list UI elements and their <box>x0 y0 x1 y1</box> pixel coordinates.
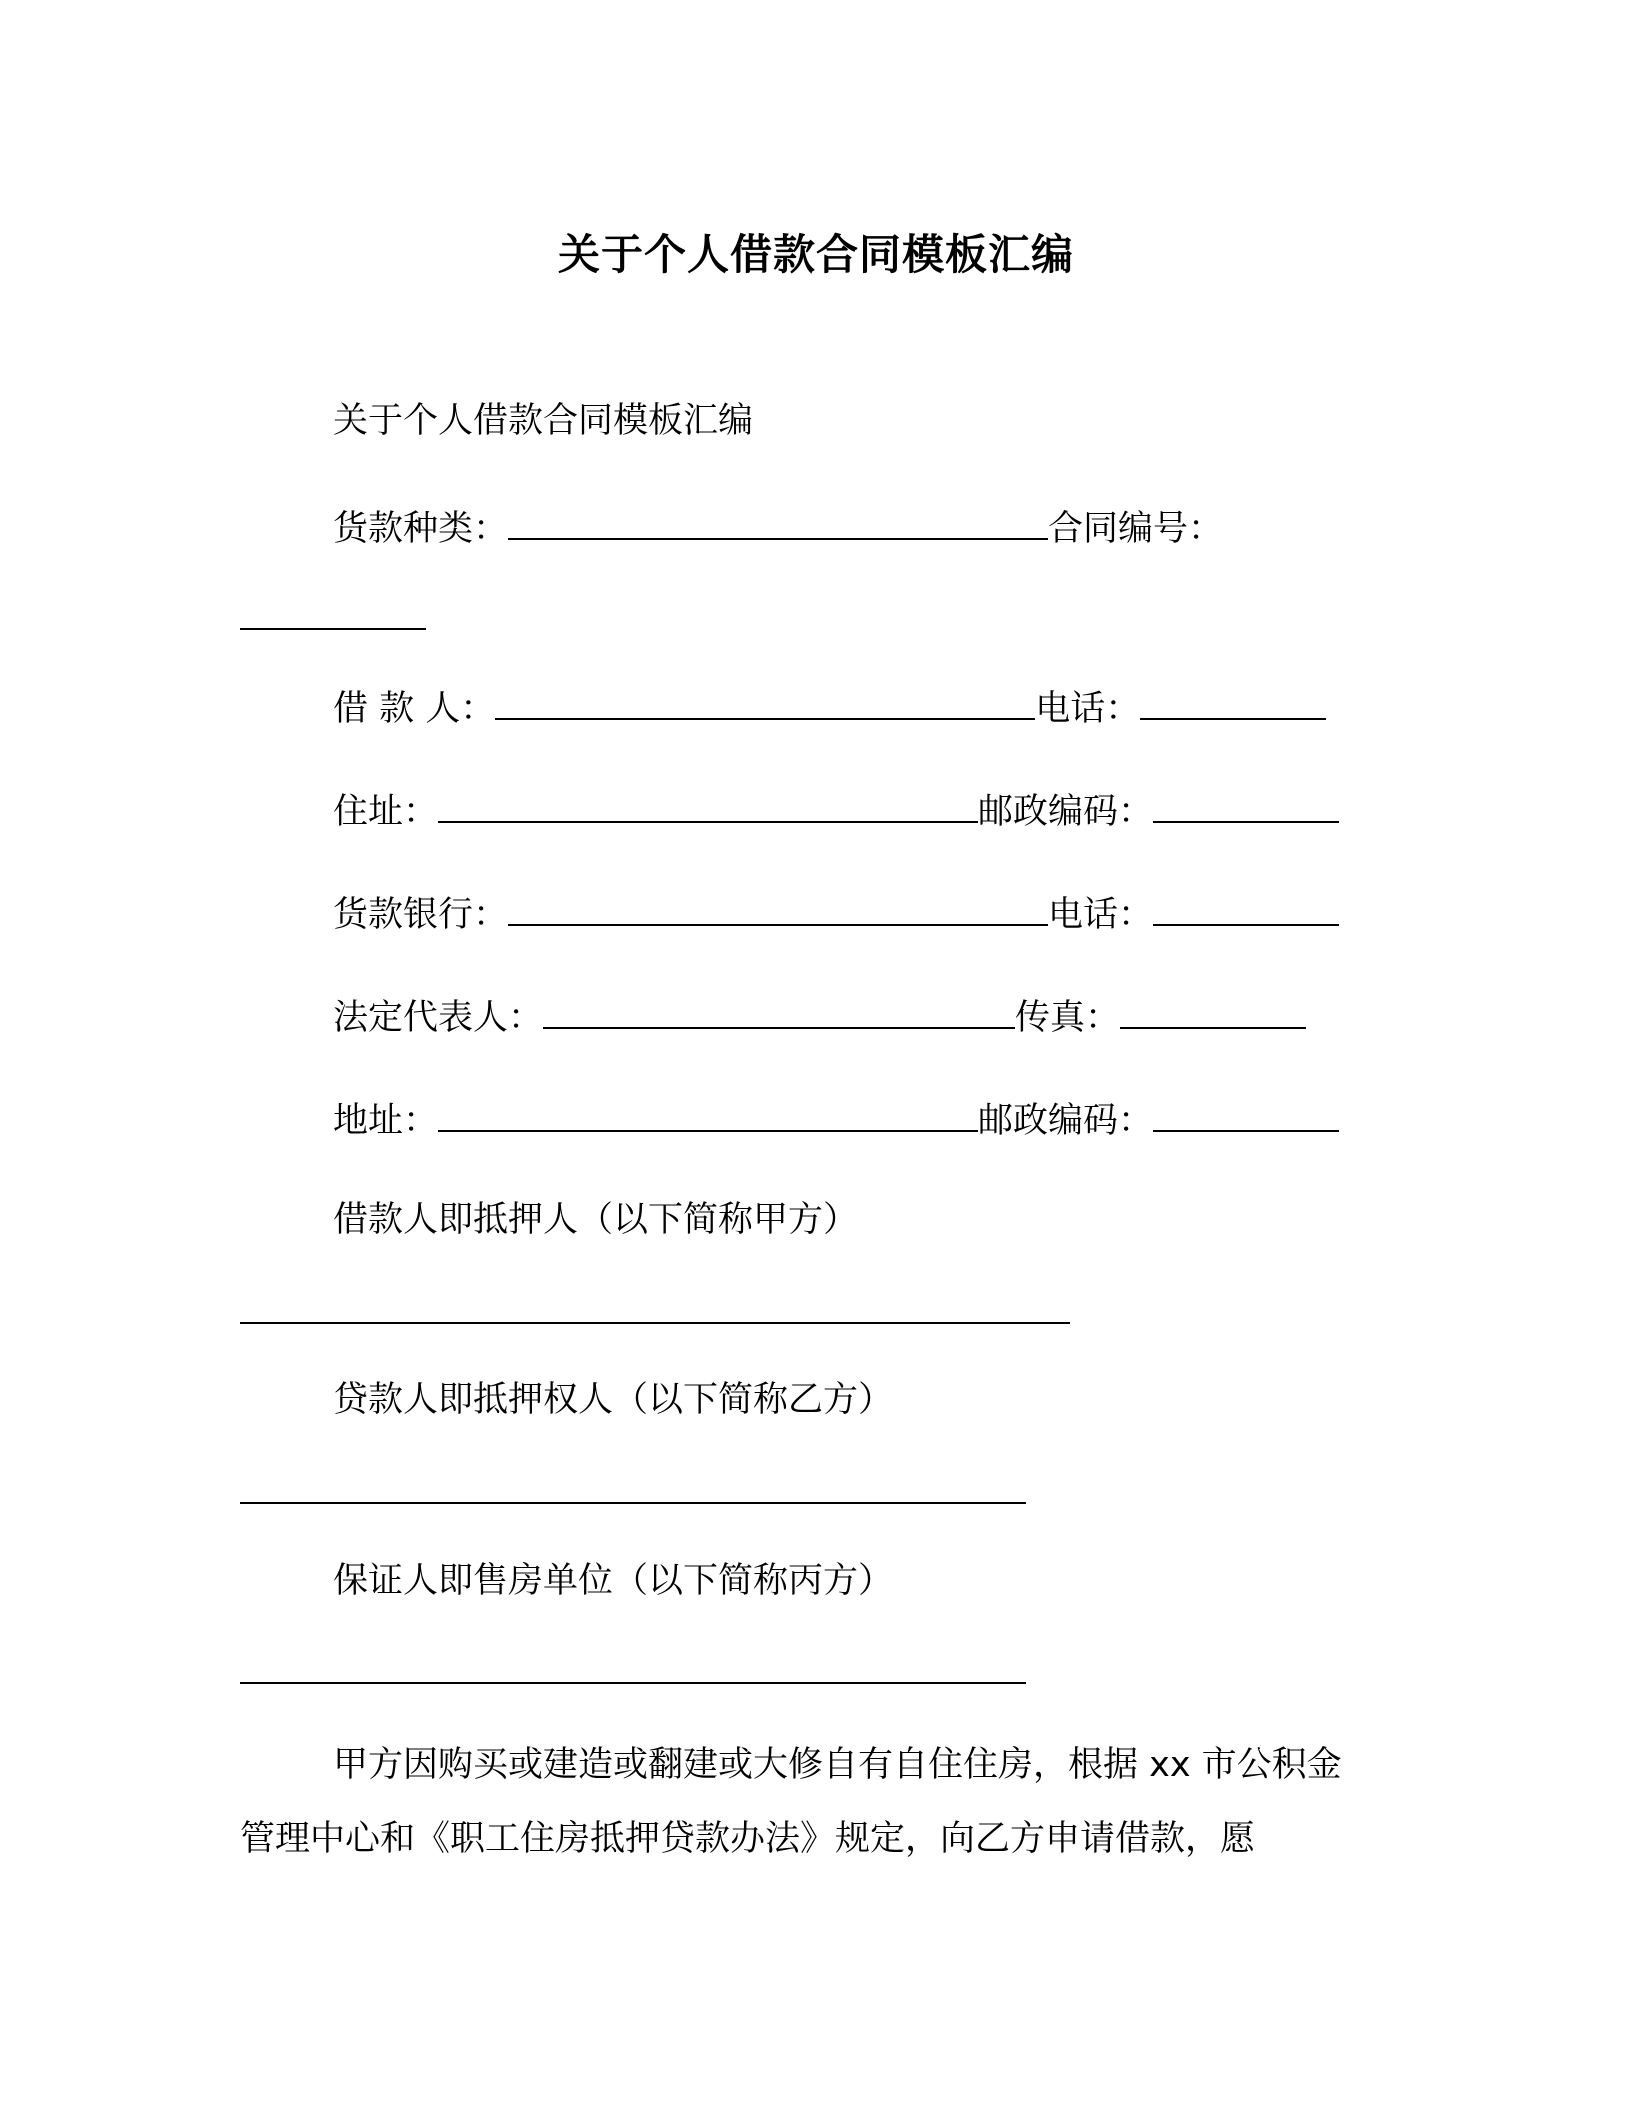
bank-phone-field[interactable] <box>1153 894 1339 926</box>
address-field[interactable] <box>438 791 978 823</box>
party-a-label: 借款人即抵押人（以下简称甲方） <box>333 1200 859 1240</box>
document-subtitle: 关于个人借款合同模板汇编 <box>333 401 754 441</box>
borrower-row <box>333 688 1326 727</box>
loan-type-row <box>333 508 1223 547</box>
postcode-field[interactable] <box>1153 791 1339 823</box>
borrower-label: 借 款 人： <box>333 689 496 729</box>
contract-no-label: 合同编号： <box>1048 509 1224 549</box>
loan-type-label: 货款种类： <box>333 509 509 549</box>
legal-rep-field[interactable] <box>543 997 1015 1029</box>
bank-postcode-label: 邮政编码： <box>978 1101 1154 1141</box>
party-a-field[interactable] <box>240 1322 1070 1324</box>
fax-label: 传真： <box>1015 998 1121 1038</box>
bank-address-field[interactable] <box>438 1100 978 1132</box>
borrower-field[interactable] <box>495 688 1035 720</box>
legal-rep-row <box>333 997 1306 1036</box>
bank-address-label: 地址： <box>333 1101 439 1141</box>
loan-type-field[interactable] <box>508 508 1048 540</box>
address-row-1 <box>333 791 1339 830</box>
party-c-label: 保证人即售房单位（以下简称丙方） <box>333 1561 894 1601</box>
fax-field[interactable] <box>1120 997 1306 1029</box>
address-row-2 <box>333 1100 1339 1139</box>
party-b-field[interactable] <box>240 1502 1026 1504</box>
borrower-phone-field[interactable] <box>1140 688 1326 720</box>
party-b-label: 贷款人即抵押权人（以下简称乙方） <box>333 1380 894 1420</box>
postcode-label: 邮政编码： <box>978 792 1154 832</box>
bank-field[interactable] <box>508 894 1048 926</box>
legal-rep-label: 法定代表人： <box>333 998 544 1038</box>
contract-no-field[interactable] <box>240 628 426 630</box>
address-label: 住址： <box>333 792 439 832</box>
bank-phone-label: 电话： <box>1048 895 1154 935</box>
party-c-field[interactable] <box>240 1682 1026 1684</box>
borrower-phone-label: 电话： <box>1035 689 1141 729</box>
document-title: 关于个人借款合同模板汇编 <box>557 230 1074 279</box>
bank-row <box>333 894 1339 933</box>
bank-label: 货款银行： <box>333 895 509 935</box>
bank-postcode-field[interactable] <box>1153 1100 1339 1132</box>
body-paragraph: 甲方因购买或建造或翻建或大修自有自住住房，根据 xx 市公积金管理中心和《职工住房抵押贷款办法》规定，向乙方申请借款，愿 <box>240 1745 1342 1859</box>
